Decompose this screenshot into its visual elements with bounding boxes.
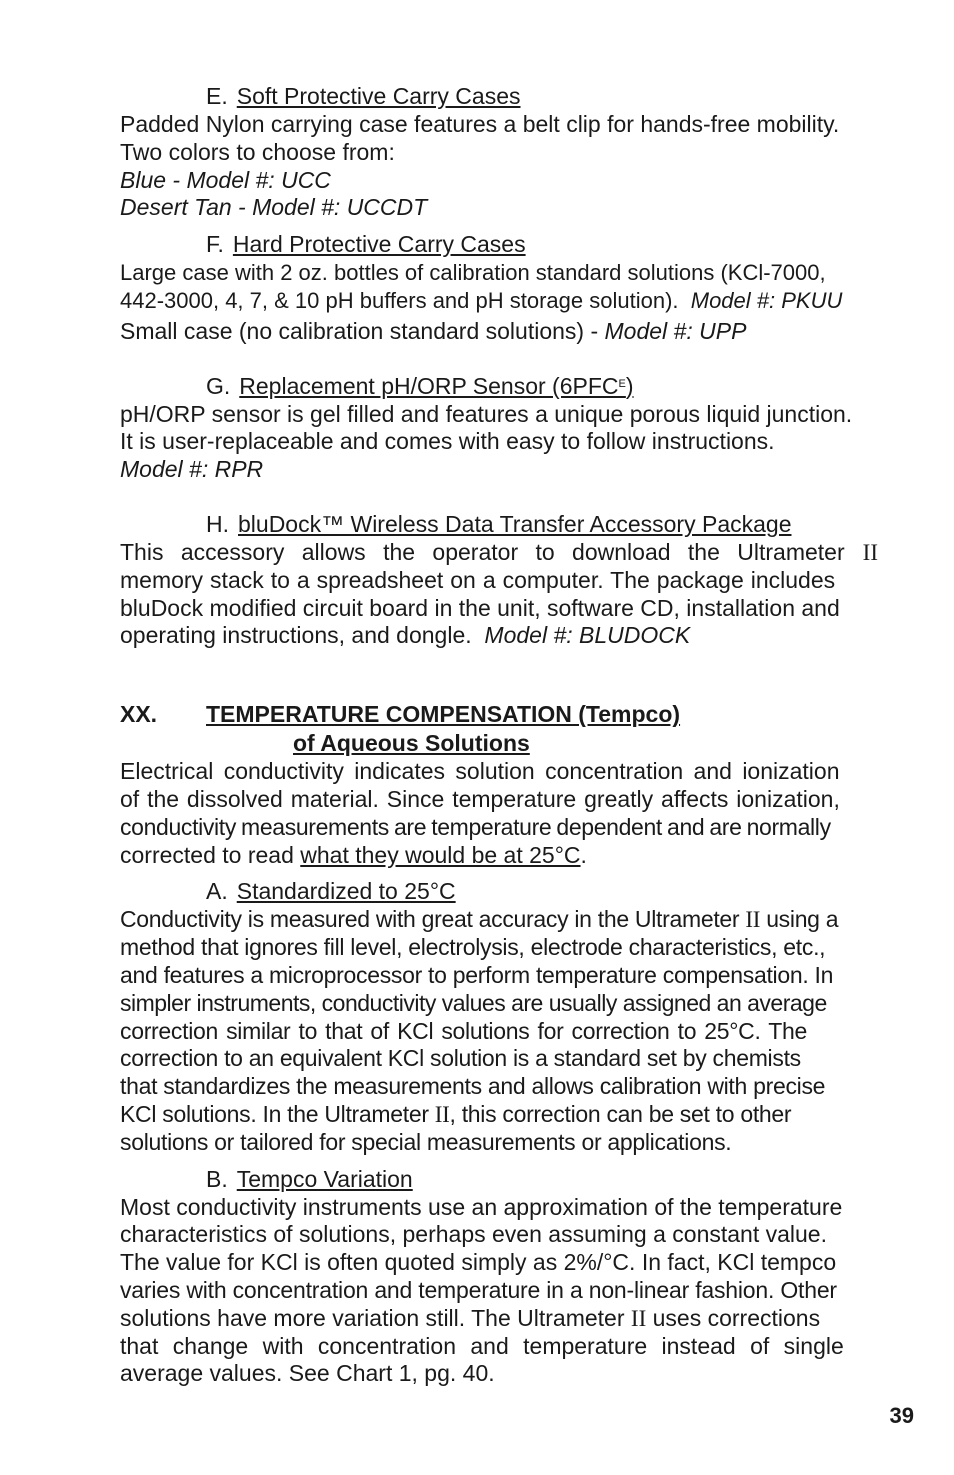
section-f-heading [120,230,878,259]
section-e-body [120,111,878,222]
section-a-line: KCl solutions. In the Ultrameter II, this correction can be set to other [120,1100,792,1127]
model-desert-tan: Desert Tan - Model #: UCCDT [120,194,428,221]
section-xx-subtitle: of Aqueous Solutions [293,730,530,757]
section-b-heading [120,1165,878,1194]
model-small-case: Model #: UPP [604,317,747,344]
section-f-line: Large case with 2 oz. bottles of calibration standard solutions (KCl-7000, [120,260,826,286]
section-b-line: average values. See Chart 1, pg. 40. [120,1360,495,1387]
section-g-title-superscript: E [618,377,626,390]
section-h-line: operating instructions, and dongle. Model #: BLUDOCK [120,622,691,649]
section-e-title: Soft Protective Carry Cases [236,83,521,109]
section-f-title: Hard Protective Carry Cases [232,231,526,258]
section-b-line: varies with concentration and temperature in a non-linear fashion. Other [120,1276,837,1303]
section-g-line: It is user-replaceable and comes with easy to follow instructions. [120,428,775,455]
section-h-heading [120,510,878,539]
section-e-line: Two colors to choose from: [120,138,395,165]
manual-page [120,82,878,1388]
section-b-line: The value for KCl is often quoted simply as 2%/°C. In fact, KCl tempco [120,1249,837,1276]
section-f-letter: F. [206,231,224,258]
roman-two: II [862,539,878,565]
section-xx-title: TEMPERATURE COMPENSATION (Tempco) [206,701,681,728]
section-f-line [120,318,878,346]
section-h-line: bluDock modified circuit board in the unit, software CD, installation and [120,594,840,621]
section-a-line: that standardizes the measurements and allows calibration with precise [120,1073,826,1100]
section-g-title: Replacement pH/ORP Sensor $(6PFC^E)$ [239,372,634,399]
section-b-line: Most conductivity instruments use an approximation of the temperature [120,1193,843,1220]
section-xx-number: XX. [120,701,158,728]
section-g-letter: G. [206,372,231,399]
section-f-text: Small case (no calibration standard solutions) - [120,317,599,344]
section-h-line: This accessory allows the operator to download the Ultrameter II [120,538,878,565]
section-a-line: and features a microprocessor to perform temperature compensation. In [120,961,834,988]
section-b-line: that change with concentration and temperature instead of single [120,1332,844,1359]
section-f-line [120,287,878,315]
section-xx-heading [120,700,878,758]
section-h-line: memory stack to a spreadsheet on a computer. The package includes [120,566,836,593]
section-xx-body [120,758,878,869]
roman-two: II [434,1101,450,1127]
section-a-title: Standardized to 25°C [236,878,456,905]
section-f-body [120,259,878,345]
page-number: 39 [889,1403,914,1428]
section-e-heading [120,82,878,111]
roman-two: II [630,1305,647,1331]
section-g-line: pH/ORP sensor is gel filled and features a unique porous liquid junction. [120,400,853,427]
section-a-line: correction similar to that of KCl solutions for correction to 25°C. The [120,1017,807,1044]
section-h-body [120,539,878,650]
section-xx-underlined-phrase: what they would be at 25°C [300,841,581,868]
section-xx-line: corrected to read what they would be at 25°C. [120,841,587,868]
section-h-title: bluDock™ Wireless Data Transfer Accessory Package [238,510,792,537]
section-a-line: correction to an equivalent KCl solution is a standard set by chemists [120,1045,801,1072]
section-e-line: Padded Nylon carrying case features a belt clip for hands-free mobility. [120,111,840,137]
section-b-line: solutions have more variation still. The Ultrameter II uses corrections [120,1304,821,1331]
section-a-heading [120,877,878,906]
section-a-line: solutions or tailored for special measurements or applications. [120,1128,732,1155]
model-sensor: Model #: RPR [120,456,264,483]
section-a-line: method that ignores fill level, electrolysis, electrode characteristics, etc., [120,934,826,961]
section-xx-line: Electrical conductivity indicates solution concentration and ionization [120,758,840,785]
section-xx-line: conductivity measurements are temperature dependent and are normally [120,813,831,840]
section-a-line: Conductivity is measured with great accuracy in the Ultrameter II using a [120,906,839,933]
section-b-line: characteristics of solutions, perhaps even assuming a constant value. [120,1221,827,1248]
model-large-case: Model #: PKUU [690,287,843,313]
section-h-letter: H. [206,510,229,537]
section-g-heading [120,372,878,401]
model-blue: Blue - Model #: UCC [120,166,331,193]
section-a-body [120,906,878,1156]
section-f-text: 442-3000, 4, 7, & 10 pH buffers and pH storage solution). [120,287,679,313]
section-a-letter: A. [206,878,228,905]
roman-two: II [745,907,761,933]
section-b-title: Tempco Variation [236,1165,413,1192]
section-xx-line: of the dissolved material. Since temperature greatly affects ionization, [120,785,840,812]
section-e-letter: E. [206,83,228,109]
model-bludock: Model #: BLUDOCK [484,622,691,649]
section-g-body [120,401,878,484]
section-a-line: simpler instruments, conductivity values are usually assigned an average [120,989,827,1016]
section-b-letter: B. [206,1165,228,1192]
section-b-body [120,1194,878,1389]
